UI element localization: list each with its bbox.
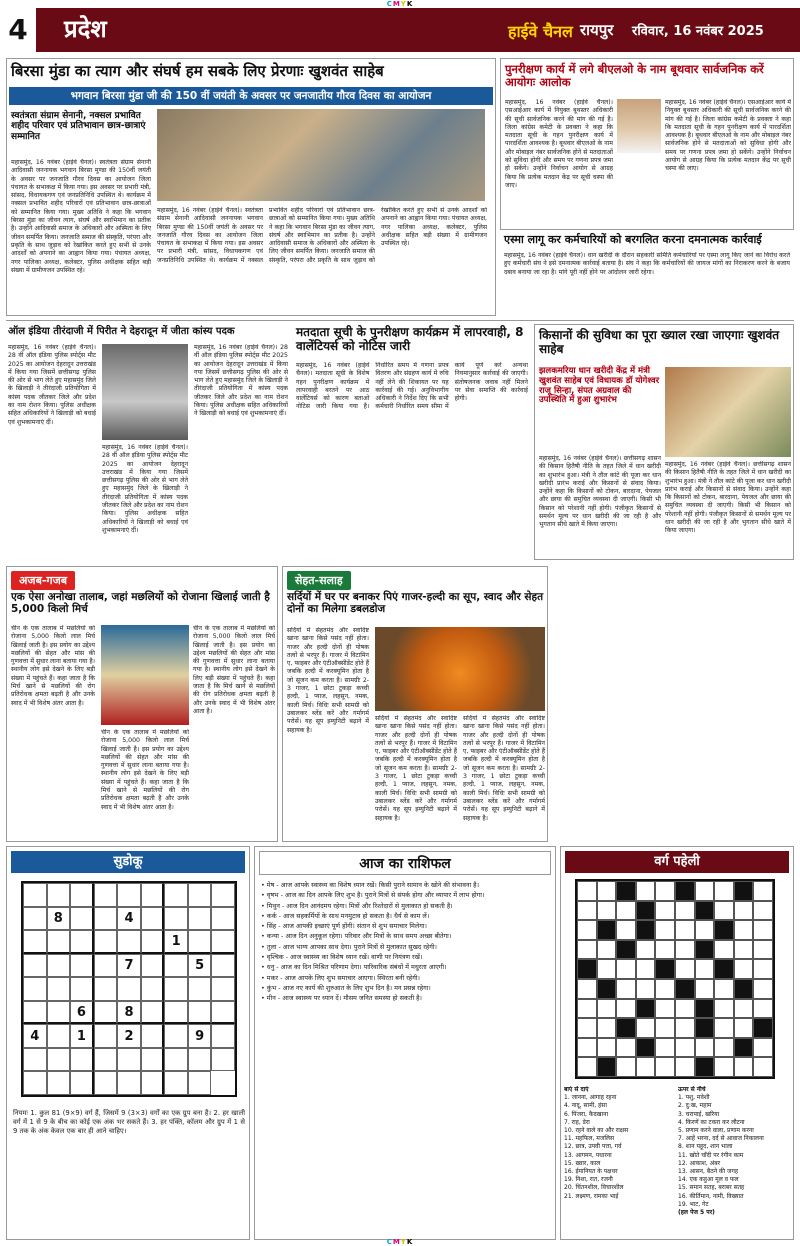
crossword-cell [577, 1038, 597, 1058]
crossword-clue: 15. ख्वार, काल [564, 1159, 601, 1167]
sudoku-cell: 2 [117, 1024, 141, 1048]
sudoku-cell [94, 1071, 118, 1095]
sudoku-cell [94, 930, 118, 954]
rashi-item: • तुला - आज भाग्य आपका साथ देगा। पुराने मित्रों से मुलाकात सुखद रहेगी। [261, 942, 437, 951]
sudoku-cell [164, 1048, 188, 1072]
crossword-clue: 6. पिंजरा, कैदखाना [564, 1110, 609, 1118]
sudoku-cell [47, 977, 71, 1001]
ajab-body-col1: चीन के एक तालाब में मछलियों को रोजाना 5,000 किलो लाल मिर्च खिलाई जाती है। इस प्रयोग का उद्देश्य मछलियों की सेहत और मांस की गुणवत्ता में सुधार लाना बताया गया है। स्थानीय लोग इसे देखने के लिए बड़ी संख्या में पहुंचते हैं। कहा जाता है कि मिर्च खाने से मछलियों की रोग प्रतिरोधक क्षमता बढ़ती है और उनके स्वाद में भी विशेष अंतर आता है। [11, 625, 95, 707]
crossword-cell [616, 1057, 636, 1077]
rashi-item: • मिथुन - आज दिन आनंदमय रहेगा। मित्रों और रिश्तेदारों से मुलाकात हो सकती है। [261, 901, 453, 910]
archery-body-col1: महासमुंद, 16 नवंबर (हाईवे चैनल)। 28 वीं ऑल इंडिया पुलिस स्पोर्ट्स मीट 2025 का आयोजन देहरादून उत्तराखंड में किया गया जिसमें छत्तीसगढ़ पुलिस की ओर से भाग लेते हुए महासमुंद जिले के खिलाड़ी ने तीरंदाजी प्रतियोगिता में कांस्य पदक जीतकर जिले और प्रदेश का नाम रोशन किया। पुलिस अधीक्षक सहित अधिकारियों ने खिलाड़ी को बधाई एवं शुभकामनाएं दीं। [8, 344, 96, 426]
sudoku-cell [188, 1071, 212, 1095]
farmers-subhead: झलकमरिया धान खरीदी केंद्र में मंत्री खुशवंत साहेब एवं विधायक डॉ योगेश्वर राजू सिन्हा, संपत अग्रवाल की उपस्थिति में हुआ शुभारंभ [539, 366, 660, 406]
sudoku-cell [188, 1048, 212, 1072]
sudoku-cell [94, 883, 118, 907]
sudoku-cell [211, 907, 235, 931]
crossword-clue: 5. प्रणाम करने वाला, प्रणाम करना [678, 1127, 754, 1135]
health-body-col1: सर्दियों में सेहतमंद और स्वादिष्ट खाना खाना किसे पसंद नहीं होता। गाजर और हल्दी दोनों ही पोषक तत्वों से भरपूर हैं। गाजर में विटामिन ए, फाइबर और एंटीऑक्सीडेंट होते हैं जबकि हल्दी में करक्यूमिन होता है जो सूजन कम करता है। सामग्रीः 2-3 गाजर, 1 छोटा टुकड़ा कच्ची हल्दी, 1 प्याज, लहसुन, नमक, काली मिर्च। विधिः सभी सामग्री को उबालकर ब्लेंड करें और गर्मागर्म परोसें। यह सूप इम्युनिटी बढ़ाने में सहायक है। [287, 627, 369, 734]
crossword-cell [753, 979, 773, 999]
brand-logo: हाईवे चैनल [508, 22, 573, 41]
rashifal-list [261, 881, 551, 1237]
crossword-clue: 8. शान यहूद, शान भाला [678, 1143, 733, 1151]
crossword-cell [597, 999, 617, 1019]
sudoku-cell: 1 [164, 930, 188, 954]
crossword-cell [734, 940, 754, 960]
crossword-clue: 7. आहें भरना, दर्द से आवाज निकालना [678, 1135, 764, 1143]
lead-body-cols: महासमुंद, 16 नवंबर (हाईवे चैनल)। स्वतंत्रता संग्राम सेनानी आदिवासी जननायक भगवान बिरसा मुण्डा की 150वीं जयंती के अवसर पर जनजाति गौरव दिवस का आयोजन जिला पंचायत के सभाकक्ष में किया गया। इस अवसर पर प्रभारी मंत्री, सांसद, विधायकगण एवं जनप्रतिनिधि उपस्थित थे। कार्यक्रम में नक्सल प्रभावित शहीद परिवारों एवं प्रतिभावान छात्र-छात्राओं को सम्मानित किया गया। मुख्य अतिथि ने कहा कि भगवान बिरसा मुंडा का जीवन त्याग, संघर्ष और स्वाभिमान का प्रतीक है। उन्होंने आदिवासी समाज के अधिकारों और अस्मिता के लिए जीवन समर्पित किया। जनजाति समाज की संस्कृति, परंपरा और प्रकृति के साथ जुड़ाव को रेखांकित करते हुए सभी से उनके आदर्शों को अपनाने का आह्वान किया गया। पंचायत अध्यक्ष, नगर पालिका अध्यक्ष, कलेक्टर, पुलिस अधीक्षक सहित बड़ी संख्या में ग्रामीणजन उपस्थित रहे। [157, 207, 487, 264]
crossword-cell [734, 959, 754, 979]
edition-city: रायपुर [580, 21, 614, 39]
sudoku-cell [117, 883, 141, 907]
crossword-cell [655, 1057, 675, 1077]
sudoku-cell [164, 907, 188, 931]
cmyk-marks-bottom: CMYK [386, 1238, 414, 1246]
across-title: बाएं से दाएं [564, 1086, 589, 1093]
crossword-cell [714, 920, 734, 940]
crossword-cell [714, 940, 734, 960]
sudoku-cell [70, 930, 94, 954]
rashi-item: • मेष - आज आपके स्वास्थ्य का विशेष ध्यान रखें। किसी पुराने सामान के खोने की संभावना है। [261, 881, 479, 889]
crossword-cell [577, 901, 597, 921]
crossword-cell [675, 901, 695, 921]
crossword-cell [714, 881, 734, 901]
sudoku-cell [47, 1001, 71, 1025]
lead-story [6, 58, 496, 316]
crossword-cell [636, 881, 656, 901]
sudoku-cell [47, 954, 71, 978]
crossword-cell [616, 901, 636, 921]
sudoku-cell [117, 1071, 141, 1095]
crossword-clue: 1. जानना, आगाह रहना [564, 1094, 617, 1102]
sudoku-cell [211, 1001, 235, 1025]
crossword-clue: 3. चरापाई, खरिया [678, 1110, 720, 1118]
crossword-cell [597, 1057, 617, 1077]
crossword-cell [597, 979, 617, 999]
crossword-cell [753, 901, 773, 921]
crossword-cell [597, 901, 617, 921]
crossword-title: वर्ग पहेली [565, 851, 789, 873]
crossword-cell [753, 999, 773, 1019]
crossword-cell [616, 999, 636, 1019]
crossword-cell [655, 1038, 675, 1058]
crossword-cell [675, 940, 695, 960]
crossword-cell [714, 959, 734, 979]
crossword-cell [675, 1018, 695, 1038]
crossword-cell [597, 920, 617, 940]
farmers-photo [665, 367, 791, 457]
rashi-item: • कुंभ - आज नए कार्य की शुरुआत के लिए शुभ दिन है। मन प्रसन्न रहेगा। [261, 983, 431, 992]
crossword-cell [616, 979, 636, 999]
crossword-cell [577, 1018, 597, 1038]
sudoku-cell: 4 [117, 907, 141, 931]
sudoku-cell [141, 930, 165, 954]
sudoku-cell [70, 1048, 94, 1072]
sudoku-cell [94, 1048, 118, 1072]
crossword-cell [695, 1038, 715, 1058]
ajab-tag: अजब-गजब [11, 571, 75, 590]
sudoku-cell [188, 883, 212, 907]
across-clues [564, 1094, 676, 1201]
blo-headline: पुनरीक्षण कार्य में लगे बीएलओ के नाम बूथवार सार्वजनिक करें आयोगः आलोक [505, 62, 764, 90]
crossword-cell [734, 881, 754, 901]
crossword-grid [575, 879, 775, 1079]
health-photo [375, 627, 545, 711]
rashi-item: • कर्क - आज सहकर्मियों के साथ मनमुटाव हो सकता है। धैर्य से काम लें। [261, 911, 430, 920]
sudoku-cell [141, 907, 165, 931]
health-body-col2: सर्दियों में सेहतमंद और स्वादिष्ट खाना खाना किसे पसंद नहीं होता। गाजर और हल्दी दोनों ही पोषक तत्वों से भरपूर हैं। गाजर में विटामिन ए, फाइबर और एंटीऑक्सीडेंट होते हैं जबकि हल्दी में करक्यूमिन होता है जो सूजन कम करता है। सामग्रीः 2-3 गाजर, 1 छोटा टुकड़ा कच्ची हल्दी, 1 प्याज, लहसुन, नमक, काली मिर्च। विधिः सभी सामग्री को उबालकर ब्लेंड करें और गर्मागर्म परोसें। यह सूप इम्युनिटी बढ़ाने में सहायक है। [375, 715, 457, 822]
sudoku-cell [23, 1071, 47, 1095]
crossword-cell [675, 881, 695, 901]
crossword-cell [577, 940, 597, 960]
lead-band: भगवान बिरसा मुंडा जी की 150 वीं जयंती के अवसर पर जनजातीय गौरव दिवस का आयोजन [9, 87, 493, 105]
blo-portrait [617, 99, 661, 153]
health-body-col3: सर्दियों में सेहतमंद और स्वादिष्ट खाना खाना किसे पसंद नहीं होता। गाजर और हल्दी दोनों ही पोषक तत्वों से भरपूर हैं। गाजर में विटामिन ए, फाइबर और एंटीऑक्सीडेंट होते हैं जबकि हल्दी में करक्यूमिन होता है जो सूजन कम करता है। सामग्रीः 2-3 गाजर, 1 छोटा टुकड़ा कच्ची हल्दी, 1 प्याज, लहसुन, नमक, काली मिर्च। विधिः सभी सामग्री को उबालकर ब्लेंड करें और गर्मागर्म परोसें। यह सूप इम्युनिटी बढ़ाने में सहायक है। [463, 715, 545, 822]
cmyk-marks: CMYK [386, 0, 414, 8]
sudoku-cell [211, 883, 235, 907]
sudoku-cell [23, 1001, 47, 1025]
crossword-cell [597, 1018, 617, 1038]
crossword-cell [655, 901, 675, 921]
crossword-cell [616, 1018, 636, 1038]
sudoku-cell [164, 1024, 188, 1048]
crossword-cell [616, 920, 636, 940]
sudoku-grid [21, 881, 237, 1097]
voter-headline: मतदाता सूची के पुनरीक्षण कार्यक्रम में लापरवाही, 8 वालेंटियर्स को नोटिस जारी [296, 325, 524, 353]
crossword-cell [734, 999, 754, 1019]
sudoku-cell [164, 977, 188, 1001]
crossword-cell [577, 1057, 597, 1077]
sudoku-rules: नियमः 1. कुल 81 (9×9) वर्ग हैं, जिसमें 9 (3×3) वर्गों का एक ग्रुप बना है। 2. हर खाली वर्ग में 1 से 9 के बीच का कोई एक अंक भर सकते हैं। 3. हर पंक्ति, कॉलम और ग्रुप में 1 से 9 तक के अंक केवल एक बार ही आने चाहिए। [13, 1109, 245, 1135]
farmers-body-col1: महासमुंद, 16 नवंबर (हाईवे चैनल)। छत्तीसगढ़ शासन की किसान हितैषी नीति के तहत जिले में धान खरीदी का शुभारंभ हुआ। मंत्री ने तौल कांटे की पूजा कर धान खरीदी प्रारंभ कराई और किसानों से संवाद किया। उन्होंने कहा कि किसानों को टोकन, बारदाना, पेयजल और छाया की समुचित व्यवस्था दी जाएगी। किसी भी किसान को परेशानी नहीं होगी। पंजीकृत किसानों से समर्थन मूल्य पर धान खरीदी की जा रही है और भुगतान सीधे खाते में किया जाएगा। [539, 455, 661, 529]
crossword-cell [675, 1057, 695, 1077]
crossword-cell [636, 901, 656, 921]
sudoku-cell [141, 1024, 165, 1048]
crossword-cell [753, 1018, 773, 1038]
crossword-cell [753, 920, 773, 940]
crossword-clue: 2. दु:ख, महाम [678, 1102, 712, 1110]
crossword-cell [675, 959, 695, 979]
lead-photo [157, 109, 485, 201]
crossword-cell [734, 1038, 754, 1058]
ajab-body-col3: चीन के एक तालाब में मछलियों को रोजाना 5,000 किलो लाल मिर्च खिलाई जाती है। इस प्रयोग का उद्देश्य मछलियों की सेहत और मांस की गुणवत्ता में सुधार लाना बताया गया है। स्थानीय लोग इसे देखने के लिए बड़ी संख्या में पहुंचते हैं। कहा जाता है कि मिर्च खाने से मछलियों की रोग प्रतिरोधक क्षमता बढ़ती है और उनके स्वाद में भी विशेष अंतर आता है। [193, 625, 275, 715]
lead-body-col1: महासमुंद, 16 नवंबर (हाईवे चैनल)। स्वतंत्रता संग्राम सेनानी आदिवासी जननायक भगवान बिरसा मुण्डा की 150वीं जयंती के अवसर पर जनजाति गौरव दिवस का आयोजन जिला पंचायत के सभाकक्ष में किया गया। इस अवसर पर प्रभारी मंत्री, सांसद, विधायकगण एवं जनप्रतिनिधि उपस्थित थे। कार्यक्रम में नक्सल प्रभावित शहीद परिवारों एवं प्रतिभावान छात्र-छात्राओं को सम्मानित किया गया। मुख्य अतिथि ने कहा कि भगवान बिरसा मुंडा का जीवन त्याग, संघर्ष और स्वाभिमान का प्रतीक है। उन्होंने आदिवासी समाज के अधिकारों और अस्मिता के लिए जीवन समर्पित किया। जनजाति समाज की संस्कृति, परंपरा और प्रकृति के साथ जुड़ाव को रेखांकित करते हुए सभी से उनके आदर्शों को अपनाने का आह्वान किया गया। पंचायत अध्यक्ष, नगर पालिका अध्यक्ष, कलेक्टर, पुलिस अधीक्षक सहित बड़ी संख्या में ग्रामीणजन उपस्थित रहे। [11, 159, 151, 274]
health-tag: सेहत-सलाह [287, 571, 351, 590]
rashi-item: • मीन - आज स्वास्थ्य पर ध्यान दें। मौसम जनित समस्या हो सकती है। [261, 994, 422, 1003]
sudoku-cell: 6 [70, 1001, 94, 1025]
lead-headline: बिरसा मुंडा का त्याग और संघर्ष हम सबके लिए प्रेरणाः खुशवंत साहेब [11, 62, 384, 80]
rashifal-title: आज का राशिफल [259, 851, 551, 875]
crossword-cell [753, 959, 773, 979]
sudoku-cell [47, 1071, 71, 1095]
down-clues [678, 1094, 790, 1217]
sudoku-cell [164, 1071, 188, 1095]
crossword-cell [616, 959, 636, 979]
rashifal [254, 846, 556, 1240]
ajab-story [6, 566, 278, 842]
crossword-cell [655, 881, 675, 901]
sudoku-cell [70, 883, 94, 907]
crossword-cell [577, 920, 597, 940]
sudoku-cell [188, 907, 212, 931]
voter-body: महासमुंद, 16 नवंबर (हाईवे चैनल)। मतदाता सूची के विशेष गहन पुनरीक्षण कार्यक्रम में लापरवाही बरतने पर आठ वालेंटियर्स को कारण बताओ नोटिस जारी किया गया है। निर्धारित समय में गणना प्रपत्र वितरण और संग्रहण कार्य में रुचि नहीं लेने की शिकायत पर यह कार्रवाई की गई। अनुविभागीय अधिकारी ने निर्देश दिए कि सभी कर्मचारी निर्धारित समय सीमा में कार्य पूर्ण करें अन्यथा नियमानुसार कार्रवाई की जाएगी। संतोषजनक जवाब नहीं मिलने पर सेवा समाप्ति की कार्रवाई होगी। [296, 362, 528, 411]
crossword-cell [597, 940, 617, 960]
page-header [0, 8, 800, 52]
sudoku-cell [141, 1048, 165, 1072]
crossword-cell [695, 1018, 715, 1038]
sudoku-cell [211, 977, 235, 1001]
crossword-cell [655, 959, 675, 979]
crossword-cell [714, 901, 734, 921]
sudoku-cell [47, 883, 71, 907]
crossword-cell [655, 1018, 675, 1038]
crossword-cell [695, 979, 715, 999]
sudoku-cell: 8 [117, 1001, 141, 1025]
sudoku-cell: 8 [47, 907, 71, 931]
archery-body-col3: महासमुंद, 16 नवंबर (हाईवे चैनल)। 28 वीं ऑल इंडिया पुलिस स्पोर्ट्स मीट 2025 का आयोजन देहरादून उत्तराखंड में किया गया जिसमें छत्तीसगढ़ पुलिस की ओर से भाग लेते हुए महासमुंद जिले के खिलाड़ी ने तीरंदाजी प्रतियोगिता में कांस्य पदक जीतकर जिले और प्रदेश का नाम रोशन किया। पुलिस अधीक्षक सहित अधिकारियों ने खिलाड़ी को बधाई एवं शुभकामनाएं दीं। [194, 344, 288, 418]
crossword-cell [636, 999, 656, 1019]
crossword-cell [734, 1018, 754, 1038]
esma-body: महासमुंद, 16 नवंबर (हाईवे चैनल)। धान खरीदी के दौरान सहकारी समिति कर्मचारियों पर एस्मा लागू किए जाने का विरोध करते हुए कर्मचारी संघ ने इसे दमनात्मक कार्रवाई बताया है। संघ ने कहा कि कर्मचारियों की जायज मांगों का निराकरण करने के बजाय दबाव बनाया जा रहा है। मांगे पूरी नहीं होने पर आंदोलन जारी रहेगा। [504, 252, 790, 276]
crossword-clue: 7. राह, डेरा [564, 1118, 590, 1126]
crossword-clue: 10. रहने वाले का और राक्षस [564, 1127, 629, 1135]
sudoku-cell [94, 907, 118, 931]
crossword-cell [695, 920, 715, 940]
archery-body-col2: महासमुंद, 16 नवंबर (हाईवे चैनल)। 28 वीं ऑल इंडिया पुलिस स्पोर्ट्स मीट 2025 का आयोजन देहरादून उत्तराखंड में किया गया जिसमें छत्तीसगढ़ पुलिस की ओर से भाग लेते हुए महासमुंद जिले के खिलाड़ी ने तीरंदाजी प्रतियोगिता में कांस्य पदक जीतकर जिले और प्रदेश का नाम रोशन किया। पुलिस अधीक्षक सहित अधिकारियों ने खिलाड़ी को बधाई एवं शुभकामनाएं दीं। [102, 444, 188, 534]
crossword-cell [636, 920, 656, 940]
crossword-cell [616, 881, 636, 901]
crossword-clue: 12. छात्र, उपवी पत्ता, गर्व [564, 1143, 622, 1151]
farmers-headline: किसानों की सुविधा का पूरा ख्याल रखा जाएगाः खुशवंत साहेब [539, 328, 780, 356]
crossword-cell [655, 999, 675, 1019]
crossword-clue: 11. महफिल, मजलिस [564, 1135, 615, 1143]
sudoku-cell [117, 930, 141, 954]
crossword-clue: 15. समान सतह, बराबर सतह [678, 1184, 745, 1192]
crossword-cell [655, 979, 675, 999]
crossword-clue: 19. निशा, रात, रजनी [564, 1176, 613, 1184]
sudoku-cell: 9 [188, 1024, 212, 1048]
sudoku-cell [141, 954, 165, 978]
crossword-cell [655, 920, 675, 940]
crossword-cell [714, 1057, 734, 1077]
crossword-cell [753, 881, 773, 901]
sudoku [6, 846, 250, 1240]
crossword-cell [577, 881, 597, 901]
crossword-cell [636, 940, 656, 960]
crossword-cell [597, 959, 617, 979]
sudoku-cell [70, 977, 94, 1001]
rashi-item: • सिंह - आज आपकी इच्छाएं पूर्ण होंगी। संतान से शुभ समाचार मिलेगा। [261, 922, 427, 931]
crossword-cell [636, 979, 656, 999]
rashi-item: • वृश्चिक - आज स्वास्थ्य का विशेष ध्यान रखें। वाणी पर नियंत्रण रखें। [261, 953, 423, 962]
sudoku-cell [188, 1001, 212, 1025]
ajab-headline: एक ऐसा अनोखा तालाब, जहां मछलियों को रोजाना खिलाई जाती है 5,000 किलो मिर्च [11, 591, 270, 616]
sudoku-cell [23, 907, 47, 931]
crossword-cell [675, 1038, 695, 1058]
crossword-cell [753, 1057, 773, 1077]
sudoku-cell [94, 1024, 118, 1048]
crossword-cell [616, 940, 636, 960]
sudoku-cell [164, 1001, 188, 1025]
crossword-cell [675, 920, 695, 940]
crossword-cell [734, 920, 754, 940]
sudoku-cell [117, 977, 141, 1001]
crossword-clue: 16. कीर्तिमान, नामी, विख्यात [678, 1192, 744, 1200]
crossword-cell [695, 999, 715, 1019]
crossword-cell [714, 1018, 734, 1038]
sudoku-cell [94, 977, 118, 1001]
rashi-item: • कन्या - आज दिन अनुकूल रहेगा। परिवार और मित्रों के साथ समय अच्छा बीतेगा। [261, 932, 452, 941]
crossword-clue: 21. लक्ष्मण, रामका भाई [564, 1192, 619, 1200]
sudoku-cell: 4 [23, 1024, 47, 1048]
crossword-cell [714, 999, 734, 1019]
crossword-cell [714, 979, 734, 999]
blo-body-col2: महासमुंद, 16 नवंबर (हाईवे चैनल)। एसआईआर कार्य में नियुक्त बूथस्तर अधिकारी की सूची सार्वजनिक करने की मांग की गई है। जिला कांग्रेस कमेटी के प्रवक्ता ने कहा कि मतदाता सूची के गहन पुनरीक्षण कार्य में पारदर्शिता आवश्यक है। बूथवार बीएलओ के नाम और मोबाइल नंबर सार्वजनिक होने से मतदाताओं को सुविधा होगी और समय पर गणना प्रपत्र जमा हो सकेंगे। उन्होंने निर्वाचन आयोग से आग्रह किया कि प्रत्येक मतदान केंद्र पर सूची चस्पा की जाए। [665, 99, 791, 173]
sudoku-cell [94, 1001, 118, 1025]
crossword-cell [577, 999, 597, 1019]
sudoku-cell [70, 1071, 94, 1095]
sudoku-cell [94, 954, 118, 978]
sudoku-cell [141, 883, 165, 907]
crossword-note: (हल पेज 5 पर) [678, 1209, 715, 1217]
esma-story [500, 232, 794, 316]
blo-body-col1: महासमुंद, 16 नवंबर (हाईवे चैनल)। एसआईआर कार्य में नियुक्त बूथस्तर अधिकारी की सूची सार्वजनिक करने की मांग की गई है। जिला कांग्रेस कमेटी के प्रवक्ता ने कहा कि मतदाता सूची के गहन पुनरीक्षण कार्य में पारदर्शिता आवश्यक है। बूथवार बीएलओ के नाम और मोबाइल नंबर सार्वजनिक होने से मतदाताओं को सुविधा होगी और समय पर गणना प्रपत्र जमा हो सकेंगे। उन्होंने निर्वाचन आयोग से आग्रह किया कि प्रत्येक मतदान केंद्र पर सूची चस्पा की जाए। [505, 99, 613, 189]
sudoku-cell [23, 883, 47, 907]
crossword-cell [636, 1038, 656, 1058]
sudoku-cell: 7 [117, 954, 141, 978]
crossword-clue: 1. पशु, मवेशी [678, 1094, 710, 1102]
ajab-photo [101, 625, 189, 725]
crossword-cell [753, 1038, 773, 1058]
crossword-clue: 20. चिंतनशील, विचारशील [564, 1184, 624, 1192]
sudoku-cell [188, 930, 212, 954]
crossword-across [564, 1086, 676, 1240]
edition-date: रविवार, 16 नवंबर 2025 [632, 24, 764, 39]
sudoku-cell [117, 1048, 141, 1072]
sudoku-cell [70, 907, 94, 931]
farmers-body-col2: महासमुंद, 16 नवंबर (हाईवे चैनल)। छत्तीसगढ़ शासन की किसान हितैषी नीति के तहत जिले में धान खरीदी का शुभारंभ हुआ। मंत्री ने तौल कांटे की पूजा कर धान खरीदी प्रारंभ कराई और किसानों से संवाद किया। उन्होंने कहा कि किसानों को टोकन, बारदाना, पेयजल और छाया की समुचित व्यवस्था दी जाएगी। किसी भी किसान को परेशानी नहीं होगी। पंजीकृत किसानों से समर्थन मूल्य पर धान खरीदी की जा रही है और भुगतान सीधे खाते में किया जाएगा। [665, 461, 791, 535]
crossword-clue: 19. भाट, गेट [678, 1200, 709, 1208]
crossword-clue: 14. एक कहुआ मूल व फल [678, 1176, 739, 1184]
rashi-item: • मकर - आज आपके लिए शुभ समाचार आएगा। स्थिरता बनी रहेगी। [261, 973, 420, 982]
sudoku-cell [211, 930, 235, 954]
sudoku-cell [141, 1001, 165, 1025]
crossword-cell [734, 901, 754, 921]
crossword-cell [675, 999, 695, 1019]
crossword-clue: 4. नादू, सामी, हंसा [564, 1102, 607, 1110]
crossword-cell [695, 959, 715, 979]
crossword-cell [597, 1038, 617, 1058]
crossword-clue: 16. ईमानियत के पक्षधर [564, 1168, 618, 1176]
sudoku-cell [47, 930, 71, 954]
sudoku-cell: 5 [188, 954, 212, 978]
rashi-item: • वृषभ - आज का दिन आपके लिए शुभ है। पुराने मित्रों से संपर्क होगा और व्यापार में लाभ होगा। [261, 891, 485, 900]
sudoku-cell [211, 1048, 235, 1072]
crossword-cell [695, 901, 715, 921]
sudoku-cell [47, 1024, 71, 1048]
sudoku-cell [23, 954, 47, 978]
archery-photo [102, 344, 188, 440]
crossword-clue: 13. आसन, बैठने की जगह [678, 1168, 739, 1176]
page-number: 4 [0, 8, 36, 52]
health-headline: सर्दियों में घर पर बनाकर पिएं गाजर-हल्दी का सूप, स्वाद और सेहत दोनों का मिलेगा डबलडोज [287, 591, 544, 616]
sudoku-title: सुडोकू [11, 851, 245, 873]
crossword-cell [695, 1057, 715, 1077]
crossword-clue: 13. आगमन, पधारना [564, 1151, 612, 1159]
crossword-cell [597, 881, 617, 901]
sudoku-cell [141, 1071, 165, 1095]
crossword-clues [562, 1086, 792, 1240]
sudoku-cell [211, 954, 235, 978]
crossword-cell [636, 1057, 656, 1077]
sudoku-cell [23, 977, 47, 1001]
crossword-cell [695, 881, 715, 901]
crossword-down [678, 1086, 790, 1240]
down-title: ऊपर से नीचे [678, 1086, 706, 1093]
crossword-cell [577, 959, 597, 979]
crossword-cell [734, 1057, 754, 1077]
sudoku-cell [23, 1048, 47, 1072]
archery-story [6, 324, 290, 560]
crossword-cell [695, 940, 715, 960]
crossword-cell [636, 1018, 656, 1038]
lead-subhead: स्वतंत्रता संग्राम सेनानी, नक्सल प्रभावित शहीद परिवार एवं प्रतिभावान छात्र-छात्राएं सम्मानित [11, 111, 146, 142]
archery-headline: ऑल इंडिया तीरंदाजी में पिरीत ने देहरादून में जीता कांस्य पदक [8, 326, 235, 337]
crossword-clue: 12. आकाश, अंबर [678, 1159, 721, 1167]
sudoku-cell [47, 1048, 71, 1072]
esma-headline: एस्मा लागू कर कर्मचारियों को बरगलित करना दमनात्मक कार्रवाई [504, 233, 762, 246]
crossword-cell [675, 979, 695, 999]
crossword-cell [753, 940, 773, 960]
crossword-cell [616, 1038, 636, 1058]
sudoku-cell [188, 977, 212, 1001]
crossword-cell [577, 979, 597, 999]
sudoku-cell [164, 954, 188, 978]
sudoku-cell [70, 954, 94, 978]
sudoku-cell [23, 930, 47, 954]
crossword-clue: 4. किरणें का टकरा कर लौटना [678, 1118, 745, 1126]
crossword-cell [734, 979, 754, 999]
crossword-cell [655, 940, 675, 960]
divider [6, 320, 794, 321]
sudoku-cell [211, 1024, 235, 1048]
voter-story [294, 324, 530, 560]
crossword-cell [714, 1038, 734, 1058]
rashi-item: • धनु - आज का दिन मिश्रित परिणाम देगा। पारिवारिक संबंधों में मधुरता आएगी। [261, 963, 447, 972]
sudoku-cell [141, 977, 165, 1001]
health-story [282, 566, 548, 842]
sudoku-cell: 1 [70, 1024, 94, 1048]
ajab-body-col2: चीन के एक तालाब में मछलियों को रोजाना 5,000 किलो लाल मिर्च खिलाई जाती है। इस प्रयोग का उद्देश्य मछलियों की सेहत और मांस की गुणवत्ता में सुधार लाना बताया गया है। स्थानीय लोग इसे देखने के लिए बड़ी संख्या में पहुंचते हैं। कहा जाता है कि मिर्च खाने से मछलियों की रोग प्रतिरोधक क्षमता बढ़ती है और उनके स्वाद में भी विशेष अंतर आता है। [101, 729, 189, 811]
section-title: प्रदेश [64, 15, 107, 43]
crossword-cell [636, 959, 656, 979]
sudoku-cell [164, 883, 188, 907]
farmers-story [534, 324, 794, 560]
crossword-clue: 11. खोते चाँदी पर रंगीन काम [678, 1151, 744, 1159]
blo-story [500, 58, 794, 230]
